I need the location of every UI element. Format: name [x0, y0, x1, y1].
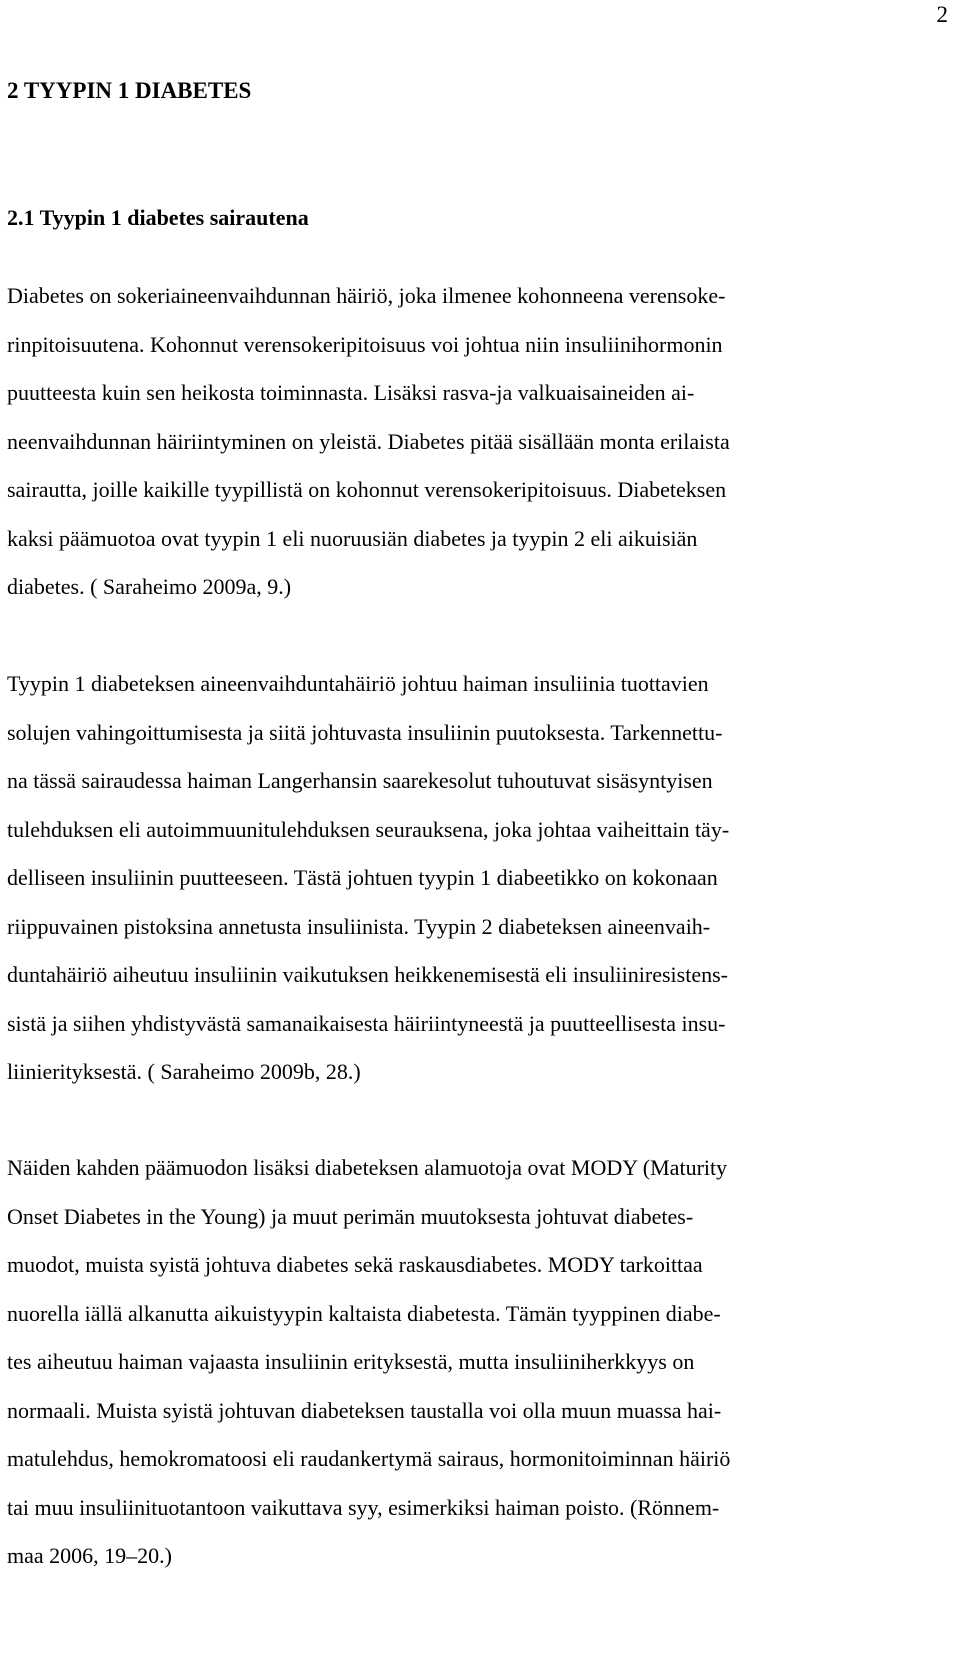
paragraph-line: maa 2006, 19–20.) — [7, 1543, 172, 1568]
paragraph-line: solujen vahingoittumisesta ja siitä johtuvasta insuliinin puutoksesta. Tarkennettu- — [7, 719, 723, 745]
paragraph-line: muodot, muista syistä johtuva diabetes sekä raskausdiabetes. MODY tarkoittaa — [7, 1252, 703, 1277]
section-heading: 2.1 Tyypin 1 diabetes sairautena — [7, 205, 309, 230]
paragraph-line: neenvaihdunnan häiriintyminen on yleistä. Diabetes pitää sisällään monta erilaista — [7, 428, 730, 454]
paragraph-line: na tässä sairaudessa haiman Langerhansin saarekesolut tuhoutuvat sisäsyntyisen — [7, 768, 713, 793]
chapter-heading: 2 TYYPIN 1 DIABETES — [7, 78, 252, 103]
paragraph-line: sairautta, joille kaikille tyypillistä on kohonnut verensokeripitoisuus. Diabeteksen — [7, 477, 727, 502]
paragraph-line: kaksi päämuotoa ovat tyypin 1 eli nuoruusiän diabetes ja tyypin 2 eli aikuisiän — [7, 525, 698, 551]
paragraph-3 — [7, 1144, 897, 1581]
paragraph-line: sistä ja siihen yhdistyvästä samanaikaisesta häiriintyneestä ja puutteellisesta insu- — [7, 1010, 726, 1036]
paragraph-line: diabetes. ( Saraheimo 2009a, 9.) — [7, 574, 292, 599]
paragraph-line: duntahäiriö aiheutuu insuliinin vaikutuksen heikkenemisestä eli insuliiniresistens- — [7, 962, 728, 987]
paragraph-line: delliseen insuliinin puutteeseen. Tästä johtuen tyypin 1 diabeetikko on kokonaan — [7, 865, 718, 890]
paragraph-line: nuorella iällä alkanutta aikuistyypin kaltaista diabetesta. Tämän tyyppinen diabe- — [7, 1300, 721, 1326]
paragraph-line: Näiden kahden päämuodon lisäksi diabeteksen alamuotoja ovat MODY (Maturity — [7, 1155, 728, 1180]
paragraph-line: tai muu insuliinituotantoon vaikuttava syy, esimerkiksi haiman poisto. (Rönnem- — [7, 1494, 720, 1520]
paragraph-line: Onset Diabetes in the Young) ja muut perimän muutoksesta johtuvat diabetes- — [7, 1203, 694, 1229]
paragraph-line: tes aiheutuu haiman vajaasta insuliinin erityksestä, mutta insuliiniherkkyys on — [7, 1349, 695, 1374]
paragraph-line: tulehduksen eli autoimmuunitulehduksen seurauksena, joka johtaa vaiheittain täy- — [7, 816, 730, 842]
paragraph-line: Tyypin 1 diabeteksen aineenvaihduntahäiriö johtuu haiman insuliinia tuottavien — [7, 671, 709, 696]
paragraph-2 — [7, 660, 897, 1097]
paragraph-line: matulehdus, hemokromatoosi eli raudankertymä sairaus, hormonitoiminnan häiriö — [7, 1446, 731, 1471]
paragraph-1 — [7, 272, 897, 612]
paragraph-line: Diabetes on sokeriaineenvaihdunnan häiriö, joka ilmenee kohonneena verensoke- — [7, 283, 726, 308]
paragraph-line: normaali. Muista syistä johtuvan diabeteksen taustalla voi olla muun muassa hai- — [7, 1397, 722, 1423]
page-number: 2 — [936, 2, 948, 27]
paragraph-line: riippuvainen pistoksina annetusta insuliinista. Tyypin 2 diabeteksen aineenvaih- — [7, 913, 711, 939]
paragraph-line: liinierityksestä. ( Saraheimo 2009b, 28.) — [7, 1059, 361, 1084]
paragraph-line: puutteesta kuin sen heikosta toiminnasta. Lisäksi rasva-ja valkuaisaineiden ai- — [7, 380, 695, 405]
paragraph-line: rinpitoisuutena. Kohonnut verensokeripitoisuus voi johtua niin insuliinihormonin — [7, 331, 723, 357]
